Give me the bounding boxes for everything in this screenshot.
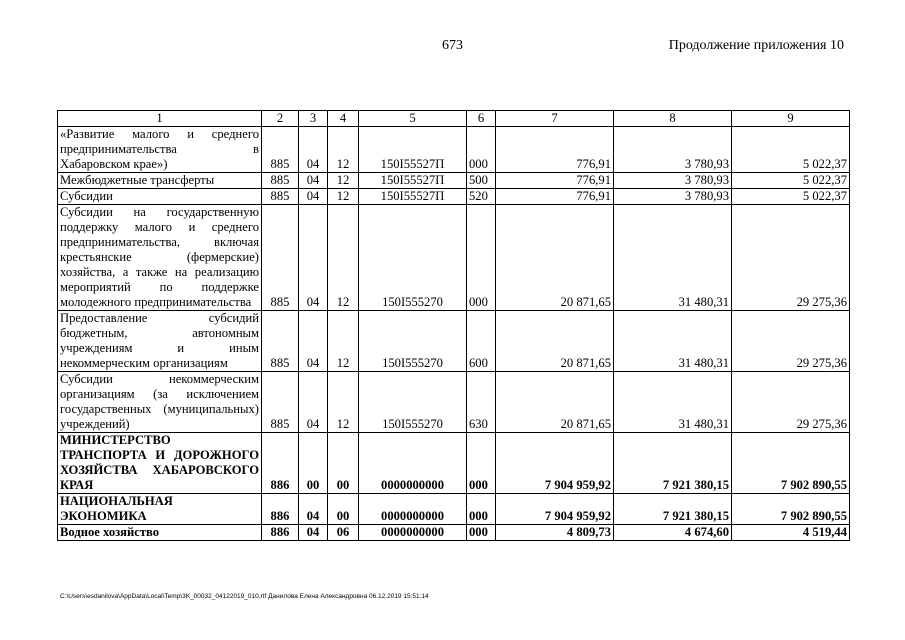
- subsection-cell: 00: [328, 433, 359, 494]
- table-row: [58, 433, 850, 494]
- amount-cell: 29 275,36: [732, 372, 850, 433]
- target-article-cell: 0000000000: [359, 433, 467, 494]
- amount-cell: 4 674,60: [614, 525, 732, 541]
- section-cell: 04: [299, 311, 328, 372]
- code-cell: 885: [262, 127, 299, 173]
- code-cell: 885: [262, 311, 299, 372]
- subsection-cell: 12: [328, 372, 359, 433]
- expense-type-cell: 600: [467, 311, 496, 372]
- expense-type-cell: 500: [467, 173, 496, 189]
- expense-type-cell: 000: [467, 433, 496, 494]
- section-cell: 04: [299, 189, 328, 205]
- table-row: [58, 127, 850, 173]
- section-cell: 04: [299, 525, 328, 541]
- table-row: [58, 311, 850, 372]
- amount-cell: 20 871,65: [496, 311, 614, 372]
- page-number: 673: [442, 38, 463, 53]
- amount-cell: 3 780,93: [614, 127, 732, 173]
- expense-type-cell: 520: [467, 189, 496, 205]
- code-cell: 886: [262, 433, 299, 494]
- column-header: 8: [614, 111, 732, 127]
- amount-cell: 5 022,37: [732, 127, 850, 173]
- target-article-cell: 150I55527П: [359, 127, 467, 173]
- amount-cell: 5 022,37: [732, 189, 850, 205]
- row-name-cell: МИНИСТЕРСТВО ТРАНСПОРТА И ДОРОЖНОГО ХОЗЯЙСТВА ХАБАРОВСКОГО КРАЯ: [58, 433, 262, 494]
- column-header: 6: [467, 111, 496, 127]
- column-header: 2: [262, 111, 299, 127]
- appendix-note: Продолжение приложения 10: [668, 38, 844, 53]
- amount-cell: 7 921 380,15: [614, 494, 732, 525]
- row-name-cell: Водное хозяйство: [58, 525, 262, 541]
- column-header: 1: [58, 111, 262, 127]
- subsection-cell: 12: [328, 173, 359, 189]
- amount-cell: 29 275,36: [732, 205, 850, 311]
- expense-type-cell: 000: [467, 494, 496, 525]
- amount-cell: 31 480,31: [614, 205, 732, 311]
- amount-cell: 3 780,93: [614, 189, 732, 205]
- target-article-cell: 150I55527П: [359, 189, 467, 205]
- column-header: 7: [496, 111, 614, 127]
- subsection-cell: 12: [328, 189, 359, 205]
- section-cell: 04: [299, 372, 328, 433]
- section-cell: 04: [299, 173, 328, 189]
- column-header: 4: [328, 111, 359, 127]
- amount-cell: 20 871,65: [496, 372, 614, 433]
- row-name-cell: «Развитие малого и среднего предпринимательства в Хабаровском крае»): [58, 127, 262, 173]
- table-row: [58, 525, 850, 541]
- column-header: 3: [299, 111, 328, 127]
- table-row: [58, 494, 850, 525]
- expense-type-cell: 000: [467, 127, 496, 173]
- table-header-row: [58, 111, 850, 127]
- amount-cell: 7 921 380,15: [614, 433, 732, 494]
- expense-type-cell: 630: [467, 372, 496, 433]
- amount-cell: 776,91: [496, 127, 614, 173]
- footer-file-path: C:\Users\esdanilova\AppData\Local\Temp\3K_00032_04122019_010.rtf Данилова Елена Александровна 06.12.2019 15:51:14: [60, 593, 429, 600]
- expense-type-cell: 000: [467, 205, 496, 311]
- amount-cell: 3 780,93: [614, 173, 732, 189]
- row-name-cell: Субсидии на государственную поддержку малого и среднего предпринимательства, включая крестьянские (фермерские) хозяйства, а также на реализацию мероприятий по поддержке молодежного предпринимательства: [58, 205, 262, 311]
- budget-table: [57, 110, 850, 541]
- target-article-cell: 150I555270: [359, 372, 467, 433]
- amount-cell: 776,91: [496, 173, 614, 189]
- column-header: 9: [732, 111, 850, 127]
- subsection-cell: 12: [328, 127, 359, 173]
- table-body: [58, 127, 850, 541]
- subsection-cell: 06: [328, 525, 359, 541]
- amount-cell: 4 519,44: [732, 525, 850, 541]
- subsection-cell: 00: [328, 494, 359, 525]
- section-cell: 04: [299, 205, 328, 311]
- row-name-cell: НАЦИОНАЛЬНАЯ ЭКОНОМИКА: [58, 494, 262, 525]
- amount-cell: 4 809,73: [496, 525, 614, 541]
- target-article-cell: 150I555270: [359, 311, 467, 372]
- code-cell: 885: [262, 189, 299, 205]
- row-name-cell: Межбюджетные трансферты: [58, 173, 262, 189]
- table-row: [58, 372, 850, 433]
- target-article-cell: 150I55527П: [359, 173, 467, 189]
- row-name-cell: Субсидии некоммерческим организациям (за исключением государственных (муниципальных) учреждений): [58, 372, 262, 433]
- row-name-cell: Субсидии: [58, 189, 262, 205]
- amount-cell: 7 904 959,92: [496, 433, 614, 494]
- code-cell: 885: [262, 173, 299, 189]
- target-article-cell: 150I555270: [359, 205, 467, 311]
- code-cell: 886: [262, 494, 299, 525]
- target-article-cell: 0000000000: [359, 525, 467, 541]
- code-cell: 885: [262, 205, 299, 311]
- amount-cell: 776,91: [496, 189, 614, 205]
- column-header: 5: [359, 111, 467, 127]
- amount-cell: 29 275,36: [732, 311, 850, 372]
- amount-cell: 7 902 890,55: [732, 494, 850, 525]
- amount-cell: 7 902 890,55: [732, 433, 850, 494]
- code-cell: 885: [262, 372, 299, 433]
- amount-cell: 7 904 959,92: [496, 494, 614, 525]
- amount-cell: 20 871,65: [496, 205, 614, 311]
- section-cell: 04: [299, 127, 328, 173]
- subsection-cell: 12: [328, 311, 359, 372]
- code-cell: 886: [262, 525, 299, 541]
- expense-type-cell: 000: [467, 525, 496, 541]
- table-row: [58, 205, 850, 311]
- amount-cell: 31 480,31: [614, 311, 732, 372]
- section-cell: 04: [299, 494, 328, 525]
- row-name-cell: Предоставление субсидий бюджетным, автономным учреждениям и иным некоммерческим организациям: [58, 311, 262, 372]
- amount-cell: 5 022,37: [732, 173, 850, 189]
- subsection-cell: 12: [328, 205, 359, 311]
- table-row: [58, 173, 850, 189]
- section-cell: 00: [299, 433, 328, 494]
- amount-cell: 31 480,31: [614, 372, 732, 433]
- target-article-cell: 0000000000: [359, 494, 467, 525]
- table-row: [58, 189, 850, 205]
